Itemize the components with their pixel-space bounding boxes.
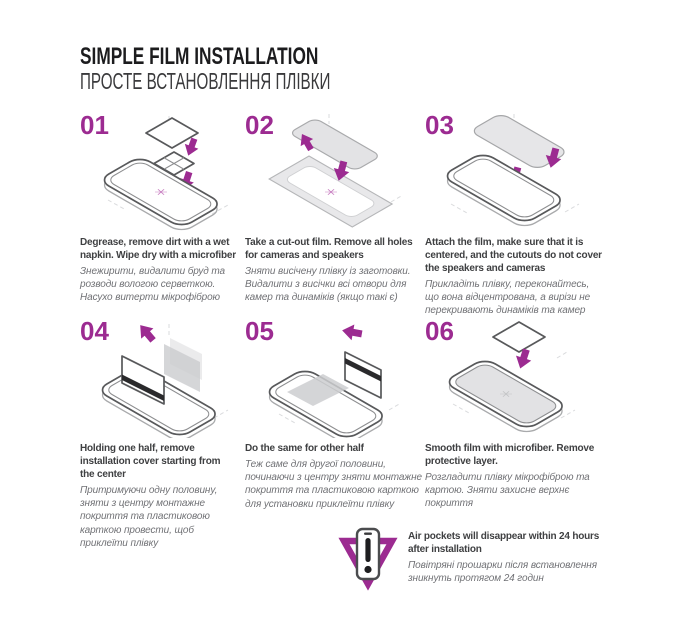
step-02	[245, 110, 425, 316]
warning-triangle-phone-icon	[338, 526, 398, 602]
step-instruction-uk: Розгладити плівку мікрофіброю та картою. Зняти захисне верхнє покриття	[425, 472, 590, 510]
step-05	[245, 316, 425, 522]
step-instruction-uk: Знежирити, видалити бруд та розводи вологою серветкою. Насухо витерти мікрофіброю	[80, 266, 225, 304]
step-instruction-en: Do the same for other half	[245, 443, 364, 454]
step-number: 05	[245, 316, 274, 346]
peel-film-from-sheet-icon	[259, 112, 409, 232]
warning-text-en: Air pockets will disappear within 24 hours after installation	[408, 531, 600, 555]
step-03	[425, 110, 600, 316]
step-instruction-en: Degrease, remove dirt with a wet napkin. Wipe dry with a microfiber	[80, 237, 236, 261]
step-instruction-en: Take a cut-out film. Remove all holes for cameras and speakers	[245, 237, 413, 261]
smooth-film-microfiber-icon	[439, 318, 589, 438]
napkin-microfiber-phone-icon	[94, 112, 244, 232]
arrow-up-left-icon	[134, 320, 159, 346]
step-01	[80, 110, 245, 316]
air-pockets-warning	[338, 526, 600, 602]
page-title-block	[80, 44, 459, 94]
remove-cover-other-half-icon	[259, 318, 409, 438]
step-number: 03	[425, 110, 454, 140]
step-instruction-uk: Зняти висічену плівку із заготовки. Видалити з висічки всі отвори для камер та динаміків (якщо такі є)	[245, 266, 411, 304]
phone-icon	[98, 156, 223, 232]
remove-cover-one-half-icon	[94, 318, 244, 438]
plastic-card-icon	[345, 352, 381, 398]
step-04	[80, 316, 245, 549]
warning-text-uk: Повітряні прошарки після встановлення зникнуть протягом 24 годин	[408, 560, 597, 585]
step-instruction-uk: Притримуючи одну половину, зняти з центру монтажне покриття та пластиковою карткою провести, щоб приклеїти плівку	[80, 485, 218, 549]
arrow-left-icon	[341, 323, 363, 342]
step-number: 06	[425, 316, 454, 346]
page-title: SIMPLE FILM INSTALLATION	[80, 43, 319, 70]
microfiber-icon	[493, 322, 545, 352]
step-number: 02	[245, 110, 274, 140]
step-06	[425, 316, 600, 522]
page-subtitle: ПРОСТЕ ВСТАНОВЛЕННЯ ПЛІВКИ	[80, 68, 331, 95]
step-instruction-en: Attach the film, make sure that it is centered, and the cutouts do not cover the speakers and cameras	[425, 237, 602, 274]
step-number: 04	[80, 316, 109, 346]
step-instruction-uk: Теж саме для другої половини, починаючи з центру зняти монтажне покриття та пластиковою карткою для установки приклеїти плівку	[245, 459, 422, 510]
step-instruction-uk: Прикладіть плівку, переконайтесь, що вона відцентрована, а вирізи не перекривають динаміків та камер	[425, 279, 591, 317]
step-instruction-en: Smooth film with microfiber. Remove protective layer.	[425, 443, 595, 467]
attach-film-to-phone-icon	[439, 112, 589, 232]
phone-with-film-icon	[443, 358, 568, 435]
step-instruction-en: Holding one half, remove installation cover starting from the center	[80, 443, 221, 480]
step-number: 01	[80, 110, 109, 140]
